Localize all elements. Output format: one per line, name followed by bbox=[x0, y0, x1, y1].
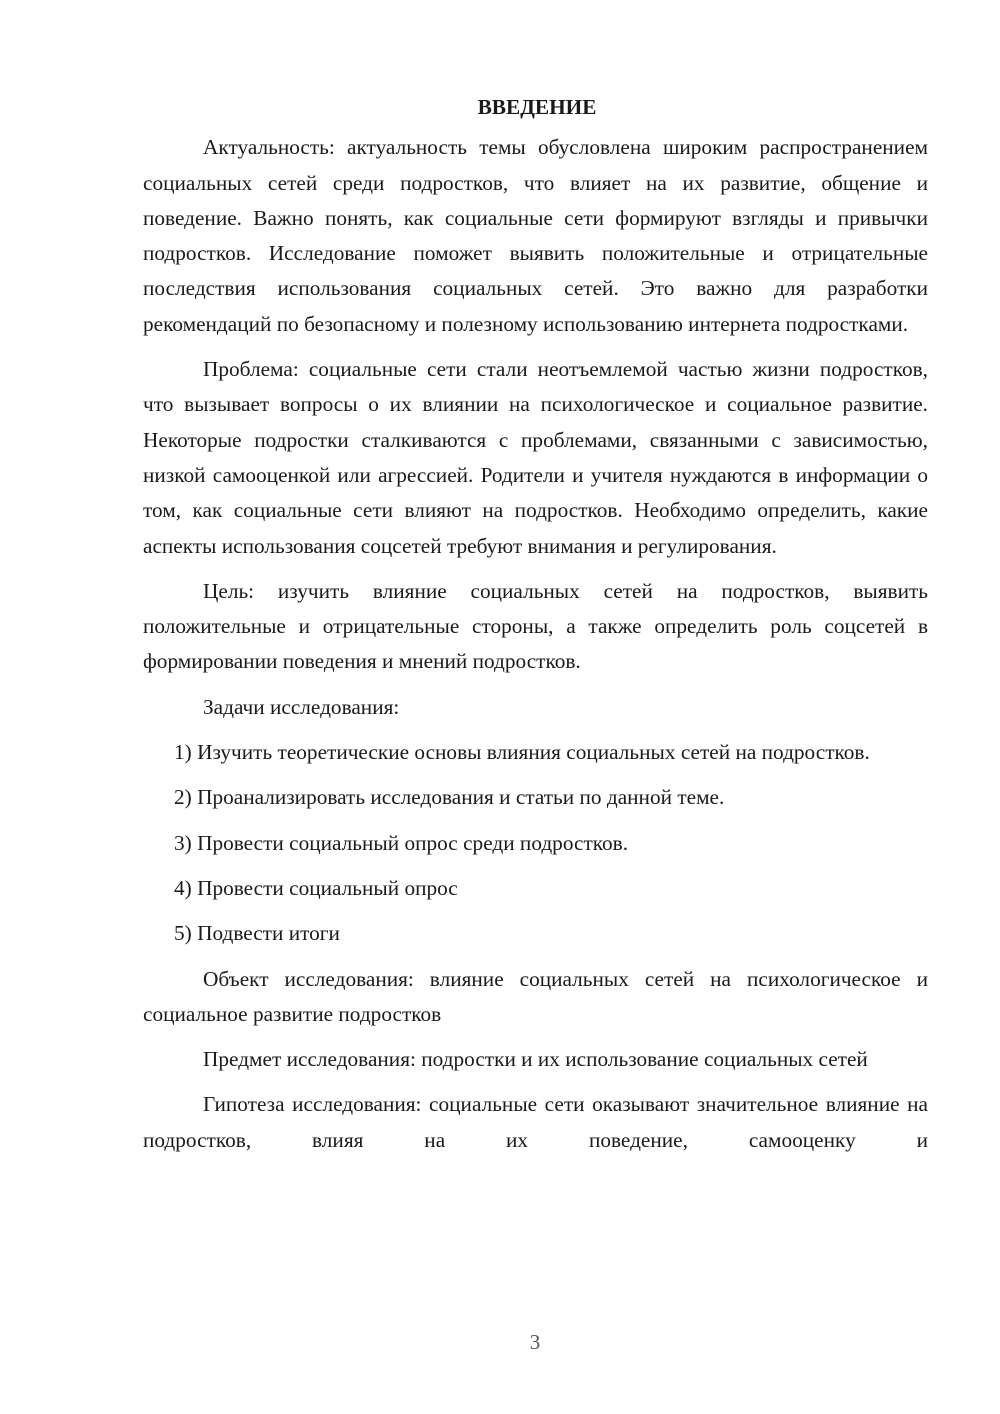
subject-paragraph: Предмет исследования: подростки и их использование социальных сетей bbox=[203, 1047, 868, 1072]
problem-paragraph: Проблема: социальные сети стали неотъемлемой частью жизни подростков, что вызывает вопросы о их влиянии на психологическое и социальное развитие. Некоторые подростки сталкиваются с проблемами, связанными с зависимостью, низкой самооценкой или агрессией. Родители и учителя нуждаются в информации о том, как социальные сети влияют на подростков. Необходимо определить, какие аспекты использования соцсетей требуют внимания и регулирования. bbox=[143, 357, 928, 558]
relevance-paragraph: Актуальность: актуальность темы обусловлена широким распространением социальных сетей среди подростков, что влияет на их развитие, общение и поведение. Важно понять, как социальные сети формируют взгляды и привычки подростков. Исследование поможет выявить положительные и отрицательные последствия использования социальных сетей. Это важно для разработки рекомендаций по безопасному и полезному использованию интернета подростками. bbox=[143, 135, 928, 336]
task-item: 5) Подвести итоги bbox=[174, 921, 340, 946]
hypothesis-paragraph: Гипотеза исследования: социальные сети оказывают значительное влияние на подростков, влияя на их поведение, самооценку и bbox=[143, 1092, 928, 1152]
document-page bbox=[143, 90, 928, 1168]
task-item: 4) Провести социальный опрос bbox=[174, 875, 458, 900]
section-title: ВВЕДЕНИЕ bbox=[477, 95, 597, 119]
task-item: 2) Проанализировать исследования и статьи по данной теме. bbox=[174, 785, 725, 810]
page-number: 3 bbox=[529, 1330, 541, 1354]
task-item: 3) Провести социальный опрос среди подростков. bbox=[174, 830, 629, 855]
task-item: 1) Изучить теоретические основы влияния социальных сетей на подростков. bbox=[174, 740, 870, 765]
goal-paragraph: Цель: изучить влияние социальных сетей на подростков, выявить положительные и отрицательные стороны, а также определить роль соцсетей в формировании поведения и мнений подростков. bbox=[143, 578, 928, 674]
object-paragraph: Объект исследования: влияние социальных сетей на психологическое и социальное развитие подростков bbox=[143, 966, 928, 1026]
tasks-heading: Задачи исследования: bbox=[203, 694, 400, 719]
